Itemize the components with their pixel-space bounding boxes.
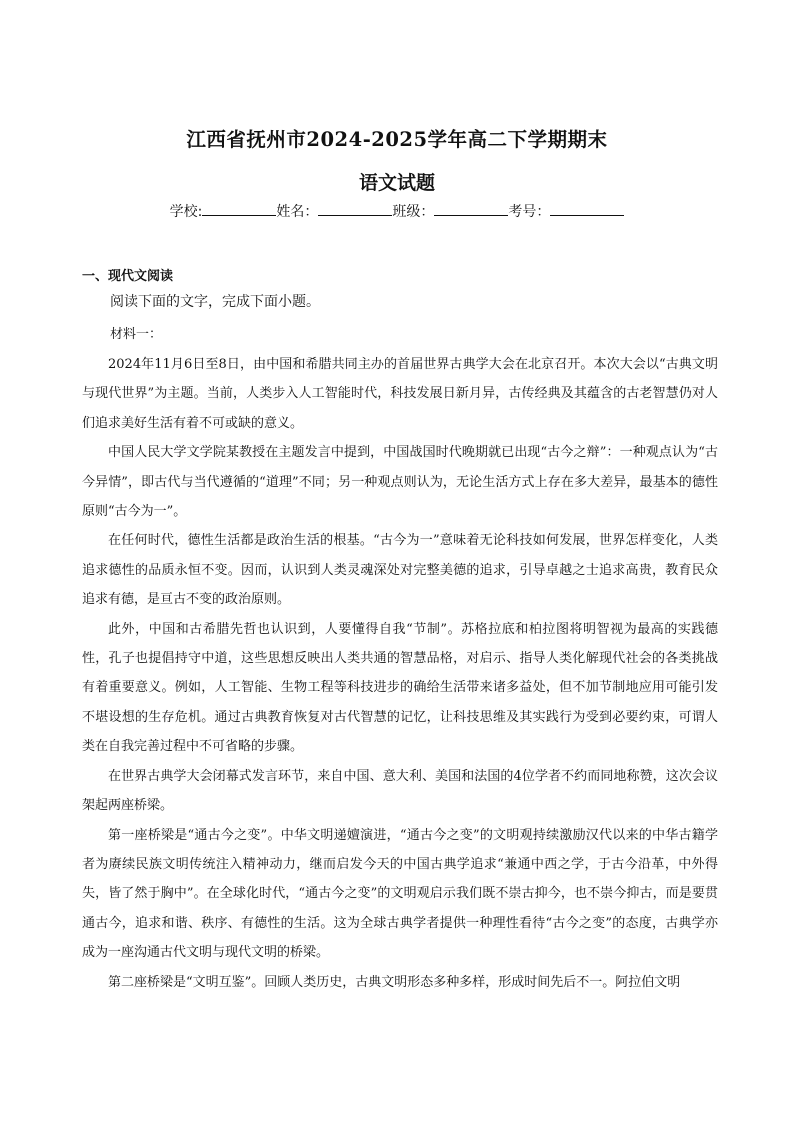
name-blank bbox=[318, 201, 392, 216]
passage-paragraph: 第二座桥梁是“文明互鉴”。回顾人类历史，古典文明形态多种多样，形成时间先后不一。阿拉伯文明 bbox=[108, 974, 681, 990]
school-blank bbox=[202, 201, 276, 216]
passage-paragraph: 第一座桥梁是“通古今之变”。中华文明递嬗演进，“通古今之变”的文明观持续激励汉代以来的中华古籍学者为赓续民族文明传统注入精神动力，继而启发今天的中国古典学追求“兼通中西之学，于古今沿革，中外得失，皆了然于胸中”。在全球化时代，“通古今之变”的文明观启示我们既不崇古抑今，也不崇今抑古，而是要贯通古今，追求和谐、秩序、有德性的生活。这为全球古典学者提供一种理性看待“古今之变”的态度，古典学亦成为一座沟通古代文明与现代文明的桥梁。 bbox=[82, 827, 718, 961]
name-label: 姓名： bbox=[276, 204, 319, 220]
passage-paragraph: 在任何时代，德性生活都是政治生活的根基。“古今为一”意味着无论科技如何发展，世界怎样变化，人类追求德性的品质永恒不变。因而，认识到人类灵魂深处对完整美德的追求，引导卓越之士追求高贵，教育民众追求有德，是亘古不变的政治原则。 bbox=[82, 533, 718, 608]
section-heading: 一、现代文阅读 bbox=[82, 269, 174, 284]
material-label: 材料一： bbox=[110, 327, 163, 342]
passage-paragraph: 在世界古典学大会闭幕式发言环节，来自中国、意大利、美国和法国的4位学者不约而同地称赞，这次会议架起两座桥梁。 bbox=[82, 768, 718, 814]
class-label: 班级： bbox=[392, 204, 435, 220]
passage-paragraph: 此外，中国和古希腊先哲也认识到，人要懂得自我“节制”。苏格拉底和柏拉图将明智视为最高的实践德性，孔子也提倡持守中道，这些思想反映出人类共通的智慧品格，对启示、指导人类化解现代社会的各类挑战有着重要意义。例如，人工智能、生物工程等科技进步的确给生活带来诸多益处，但不加节制地应用可能引发不堪设想的生存危机。通过古典教育恢复对古代智慧的记忆，让科技思维及其实践行为受到必要约束，可谓人类在自我完善过程中不可省略的步骤。 bbox=[82, 621, 718, 755]
exam-subtitle: 语文试题 bbox=[358, 172, 435, 194]
exam-title: 江西省抚州市2024-2025学年高二下学期期末 bbox=[186, 128, 608, 151]
student-info-line bbox=[0, 201, 794, 221]
class-blank bbox=[434, 201, 508, 216]
school-label: 学校: bbox=[169, 204, 203, 220]
reading-passage bbox=[82, 350, 718, 997]
section-instruction: 阅读下面的文字，完成下面小题。 bbox=[110, 294, 320, 310]
passage-paragraph: 2024年11月6日至8日，由中国和希腊共同主办的首届世界古典学大会在北京召开。本次大会以“古典文明与现代世界”为主题。当前，人类步入人工智能时代，科技发展日新月异，古传经典及其蕴含的古老智慧仍对人们追求美好生活有着不可或缺的意义。 bbox=[82, 357, 718, 431]
exam-no-blank bbox=[550, 201, 624, 216]
passage-paragraph: 中国人民大学文学院某教授在主题发言中提到，中国战国时代晚期就已出现“古今之辩”：一种观点认为“古今异情”，即古代与当代遵循的“道理”不同；另一种观点则认为，无论生活方式上存在多大差异，最基本的德性原则“古今为一”。 bbox=[82, 445, 718, 520]
exam-no-label: 考号： bbox=[508, 204, 551, 220]
